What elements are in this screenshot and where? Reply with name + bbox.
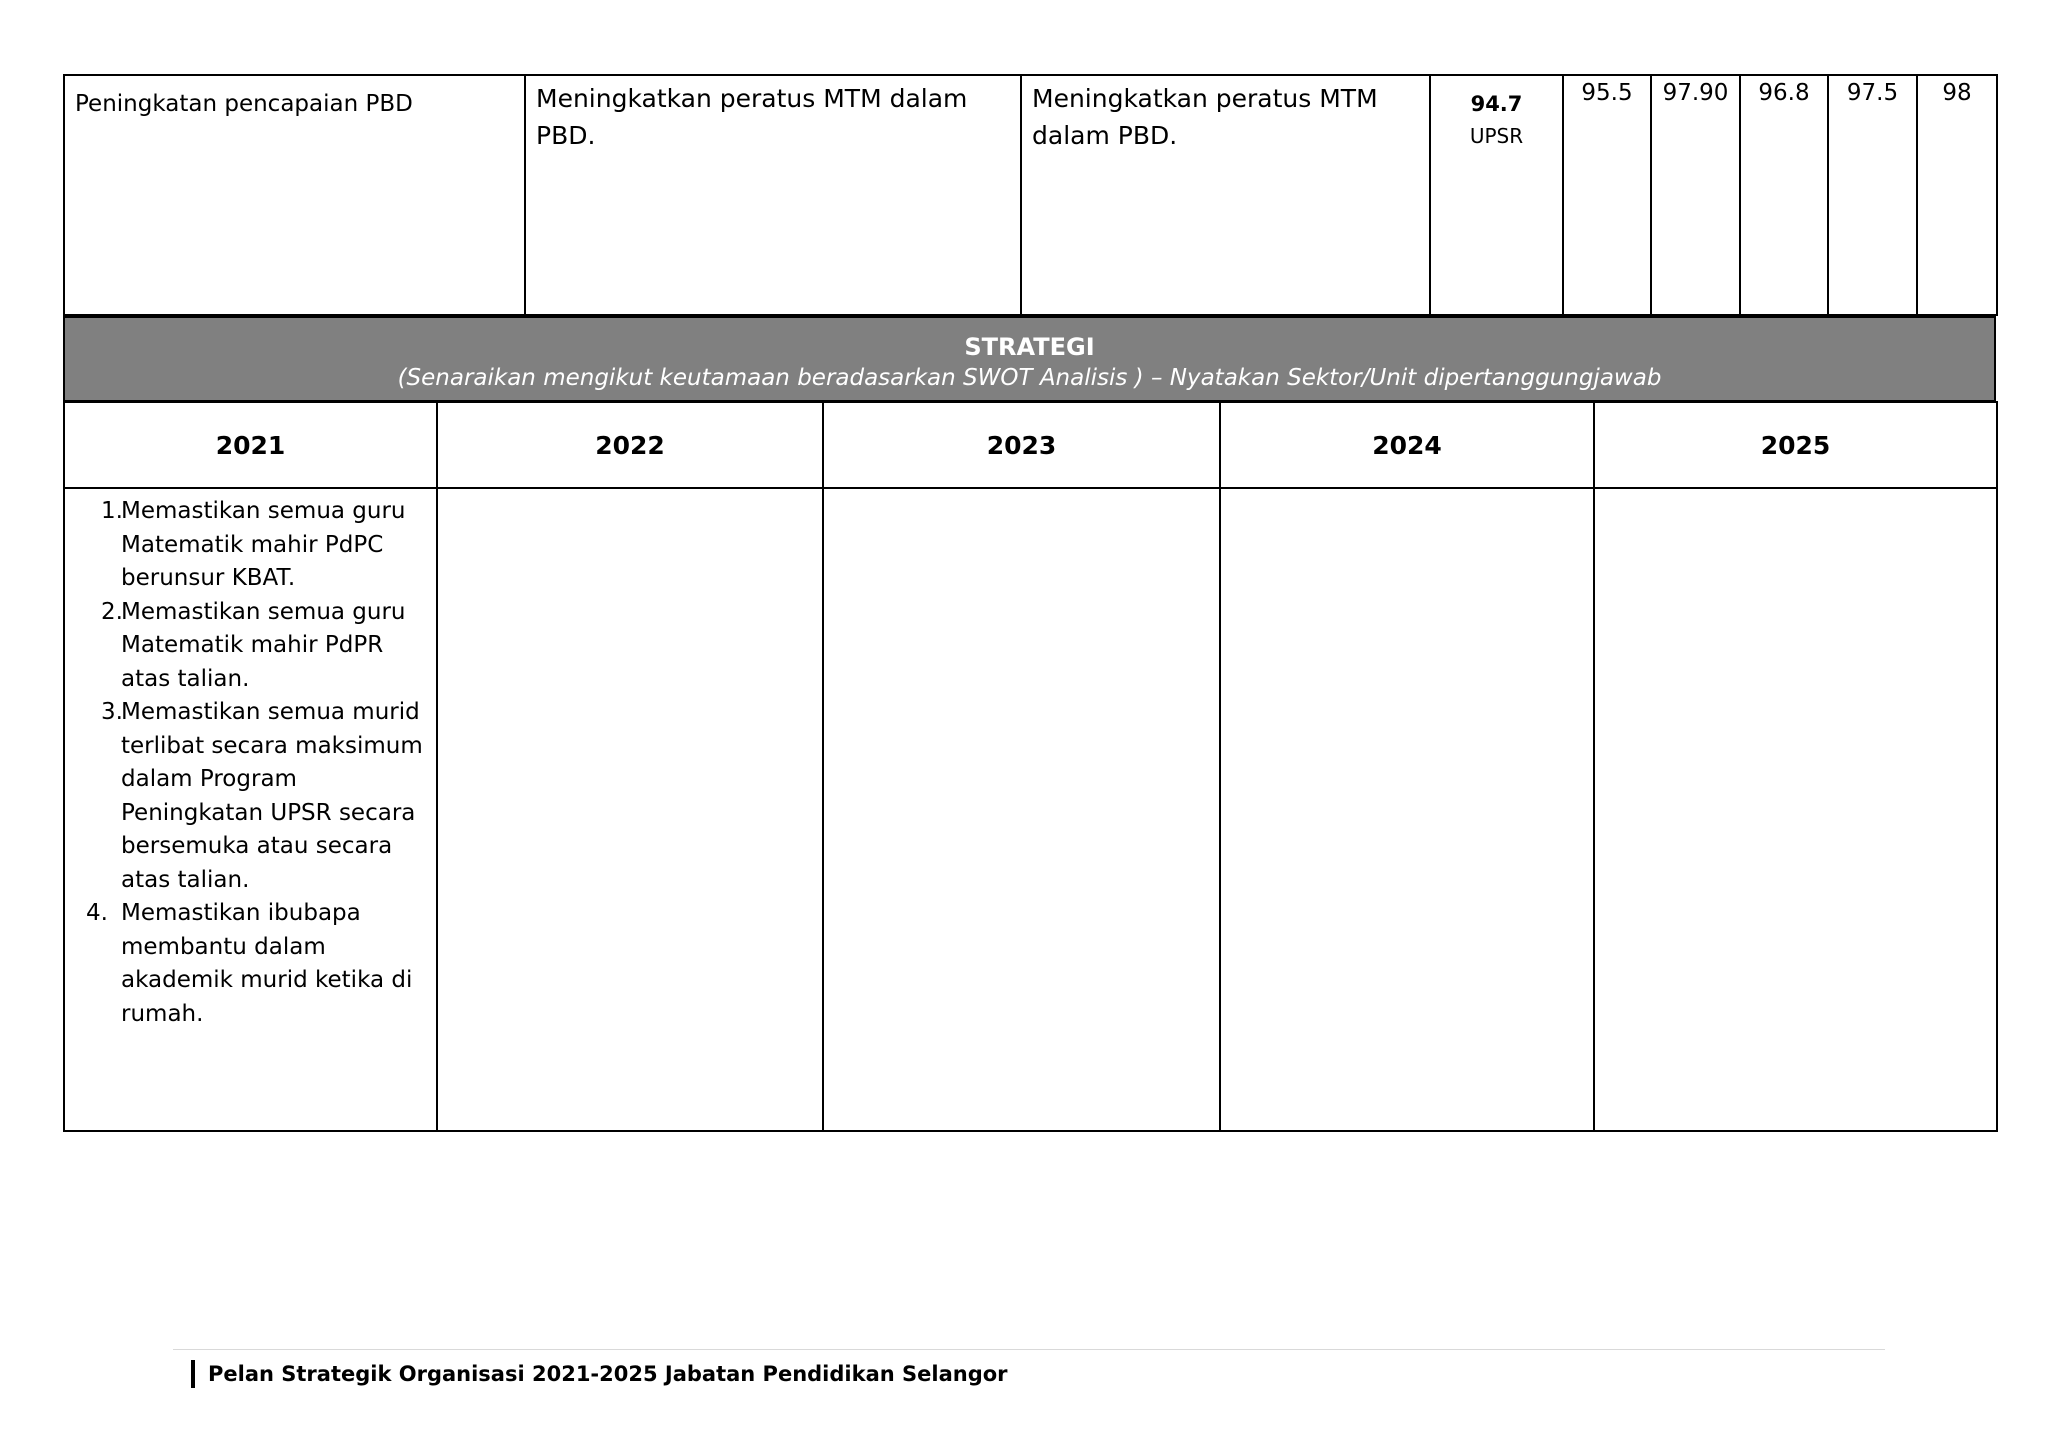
year-header-2024: 2024 [1220, 402, 1594, 488]
strategies-2021-cell [64, 488, 437, 1131]
footer-text: Pelan Strategik Organisasi 2021-2025 Jabatan Pendidikan Selangor [208, 1362, 1008, 1386]
list-item [65, 897, 436, 1031]
year-content-row [64, 488, 1997, 1131]
footer-divider [173, 1349, 1885, 1350]
list-item-number: 2. [101, 598, 123, 625]
strategy-title: STRATEGI [964, 333, 1095, 361]
strategy-year-table [63, 401, 1998, 1132]
kpi-row [64, 75, 1997, 315]
year-header-2021: 2021 [64, 402, 437, 488]
year-header-2023: 2023 [823, 402, 1220, 488]
target-2023: 96.8 [1740, 75, 1828, 315]
list-item-number: 3. [101, 699, 123, 725]
year-header-row [64, 402, 1997, 488]
target-2024: 97.5 [1828, 75, 1917, 315]
list-item [65, 495, 436, 596]
target-2025: 98 [1917, 75, 1997, 315]
year-header-2025: 2025 [1594, 402, 1997, 488]
target-2021: 95.5 [1563, 75, 1651, 315]
list-item-text: Memastikan semua guru Matematik mahir PdPC berunsur KBAT. [121, 498, 406, 591]
kpi-target-description: Meningkatkan peratus MTM dalam PBD. [1021, 75, 1430, 315]
list-item-text: Memastikan ibubapa membantu dalam akademik murid ketika di rumah. [121, 900, 413, 1027]
list-item [65, 696, 436, 897]
strategy-subtitle: (Senaraikan mengikut keutamaan beradasarkan SWOT Analisis ) – Nyatakan Sektor/Unit dipertanggungjawab [397, 365, 1662, 391]
list-item-number: 4. [86, 900, 108, 926]
list-item-text: Memastikan semua guru Matematik mahir PdPR atas talian. [121, 598, 406, 692]
year-header-2022: 2022 [437, 402, 823, 488]
kpi-indicator: Peningkatan pencapaian PBD [64, 75, 525, 315]
kpi-baseline [1430, 75, 1563, 315]
target-2022: 97.90 [1651, 75, 1740, 315]
baseline-value: 94.7 [1470, 92, 1523, 116]
kpi-objective: Meningkatkan peratus MTM dalam PBD. [525, 75, 1021, 315]
footer-accent-bar [191, 1360, 195, 1388]
list-item [65, 596, 436, 697]
strategies-2022-cell [437, 488, 823, 1131]
strategy-list-2021 [65, 495, 436, 1031]
list-item-number: 1. [101, 498, 123, 524]
kpi-table [63, 74, 1998, 316]
list-item-text: Memastikan semua murid terlibat secara maksimum dalam Program Peningkatan UPSR secara bersemuka atau secara atas talian. [121, 699, 423, 893]
baseline-label: UPSR [1469, 124, 1524, 148]
strategies-2023-cell [823, 488, 1220, 1131]
strategies-2024-cell [1220, 488, 1594, 1131]
strategy-banner [63, 316, 1996, 402]
strategies-2025-cell [1594, 488, 1997, 1131]
